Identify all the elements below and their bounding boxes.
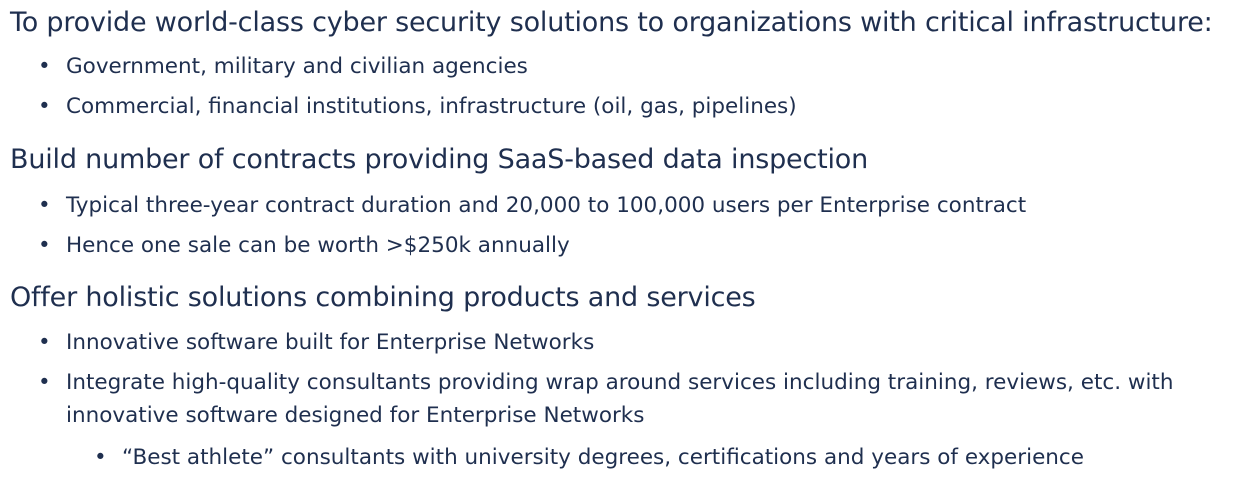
heading-contracts: Build number of contracts providing SaaS-based data inspection (10, 144, 869, 175)
bullet-consultants-continuation: innovative software designed for Enterprise Networks (66, 403, 645, 428)
bullet-text: Typical three-year contract duration and 20,000 to 100,000 users per Enterprise contract (66, 193, 1027, 218)
bullet-icon: • (94, 445, 107, 470)
bullet-text: Hence one sale can be worth >$250k annually (66, 233, 570, 258)
heading-mission: To provide world-class cyber security solutions to organizations with critical infrastructure: (10, 7, 1213, 38)
bullet-icon: • (38, 370, 51, 395)
heading-holistic: Offer holistic solutions combining products and services (10, 282, 756, 313)
bullet-text: “Best athlete” consultants with university degrees, certifications and years of experience (122, 445, 1084, 470)
bullet-icon: • (38, 94, 51, 119)
bullet-icon: • (38, 193, 51, 218)
bullet-icon: • (38, 54, 51, 79)
bullet-icon: • (38, 330, 51, 355)
bullet-icon: • (38, 233, 51, 258)
bullet-text: Commercial, financial institutions, infrastructure (oil, gas, pipelines) (66, 94, 797, 119)
bullet-text: Government, military and civilian agencies (66, 54, 528, 79)
bullet-text: Innovative software built for Enterprise Networks (66, 330, 595, 355)
bullet-text: Integrate high-quality consultants providing wrap around services including training, reviews, etc. with (66, 370, 1174, 395)
